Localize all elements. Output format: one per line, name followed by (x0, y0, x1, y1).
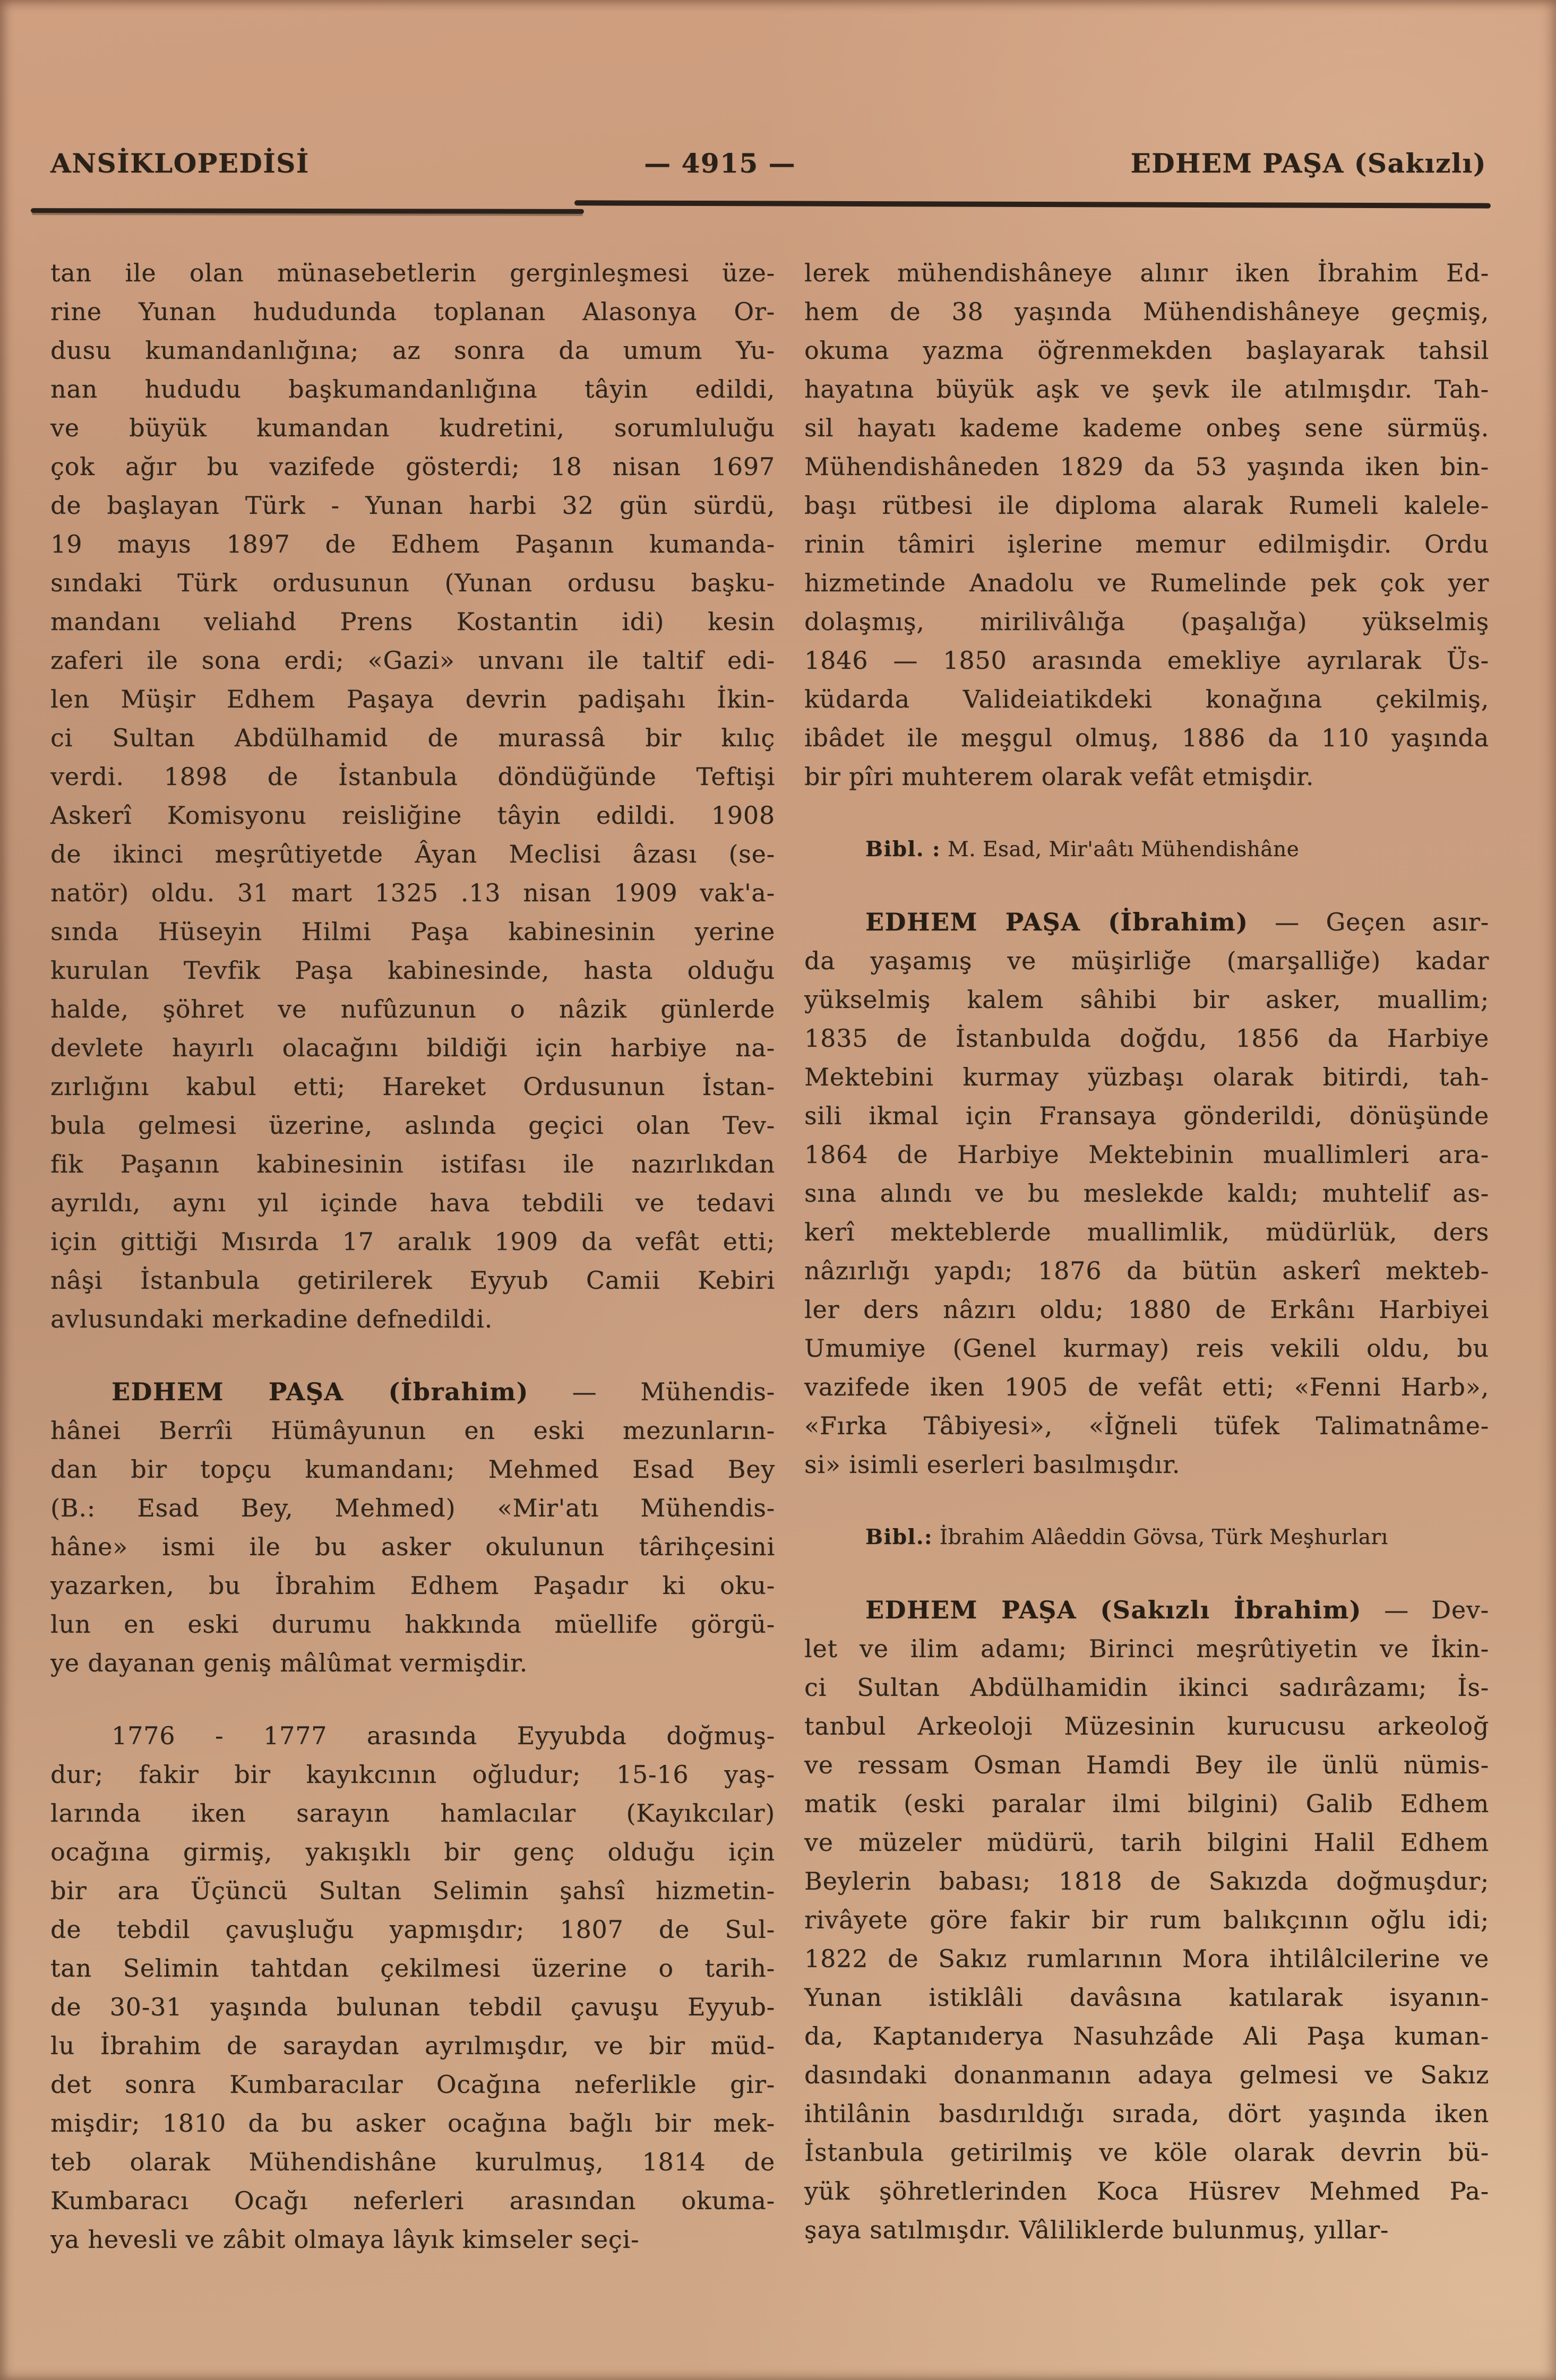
text-line: bir pîri muhterem olarak vefât etmişdir. (804, 762, 1314, 791)
text-line: okuma yazma öğrenmekden başlayarak tahsil (804, 336, 1489, 365)
text-line: nâzırlığı yapdı; 1876 da bütün askerî mekteb- (804, 1256, 1489, 1285)
text-line: dusu kumandanlığına; az sonra da umum Yu- (50, 336, 775, 365)
page-header (50, 148, 1486, 179)
text-line: dan bir topçu kumandanı; Mehmed Esad Bey (50, 1455, 775, 1484)
bibliography-line: Bibl. : M. Esad, Mir'aâtı Mühendishâne (865, 837, 1300, 861)
text-line: hâne» ismi ile bu asker okulunun târihçesini (50, 1532, 775, 1561)
text-line: de tebdil çavuşluğu yapmışdır; 1807 de Sul- (50, 1915, 775, 1944)
text-line: 1846 — 1850 arasında emekliye ayrılarak Üs- (804, 646, 1489, 675)
text-line: şaya satılmışdır. Vâliliklerde bulunmuş, yıllar- (804, 2215, 1389, 2244)
text-line: matik (eski paralar ilmi bilgini) Galib Edhem (804, 1789, 1489, 1818)
text-line: teb olarak Mühendishâne kurulmuş, 1814 de (50, 2148, 775, 2176)
text-line: küdarda Valideiatikdeki konağına çekilmiş, (804, 685, 1489, 713)
text-line: ler ders nâzırı oldu; 1880 de Erkânı Harbiyei (804, 1295, 1489, 1324)
text-line: tan Selimin tahtdan çekilmesi üzerine o tarih- (50, 1954, 775, 1982)
text-line: dolaşmış, mirilivâlığa (paşalığa) yükselmiş (804, 607, 1489, 636)
text-line: sili ikmal için Fransaya gönderildi, dönüşünde (804, 1101, 1489, 1130)
entry-line: EDHEM PAŞA (İbrahim) — Geçen asır- (865, 908, 1489, 936)
text-line: tan ile olan münasebetlerin gerginleşmesi üze- (50, 258, 775, 287)
entry-heading: EDHEM PAŞA (İbrahim) (111, 1377, 529, 1406)
text-line: hem de 38 yaşında Mühendishâneye geçmiş, (804, 297, 1489, 326)
text-line: rinin tâmiri işlerine memur edilmişdir. Ordu (804, 530, 1489, 558)
running-head-entry: EDHEM PAŞA (Sakızlı) (1130, 148, 1486, 179)
text-line: det sonra Kumbaracılar Ocağına neferlikle gir- (50, 2070, 775, 2099)
text-line: Kumbaracı Ocağı neferleri arasından okuma- (50, 2186, 775, 2215)
left-column (50, 254, 775, 2259)
text-line: ayrıldı, aynı yıl içinde hava tebdili ve tedavi (50, 1188, 775, 1217)
text-line: fik Paşanın kabinesinin istifası ile nazırlıkdan (50, 1150, 775, 1178)
text-line: ve müzeler müdürü, tarih bilgini Halil Edhem (804, 1828, 1489, 1857)
text-line: da, Kaptanıderya Nasuhzâde Ali Paşa kuman- (804, 2022, 1489, 2050)
text-line: 1822 de Sakız rumlarının Mora ihtilâlcilerine ve (804, 1944, 1489, 1973)
text-line: lu İbrahim de saraydan ayrılmışdır, ve bir müd- (50, 2031, 775, 2060)
text-line: ci Sultan Abdülhamidin ikinci sadırâzamı; İs- (804, 1673, 1489, 1702)
right-column (804, 254, 1489, 2259)
text-line: hayatına büyük aşk ve şevk ile atılmışdır. Tah- (804, 375, 1489, 403)
text-line: 1776 - 1777 arasında Eyyubda doğmuş- (111, 1721, 775, 1750)
text-line: yük şöhretlerinden Koca Hüsrev Mehmed Pa- (804, 2177, 1489, 2205)
text-line: vazifede iken 1905 de vefât etti; «Fenni Harb», (804, 1373, 1489, 1401)
text-line: sına alındı ve bu meslekde kaldı; muhtelif as- (804, 1179, 1489, 1208)
text-line: verdi. 1898 de İstanbula döndüğünde Teftişi (50, 762, 775, 791)
text-line: sil hayatı kademe kademe onbeş sene sürmüş. (804, 413, 1489, 442)
text-line: 19 mayıs 1897 de Edhem Paşanın kumanda- (50, 530, 775, 558)
text-line: zaferi ile sona erdi; «Gazi» unvanı ile taltif edi- (50, 646, 775, 675)
text-line: mandanı veliahd Prens Kostantin idi) kesin (50, 607, 775, 636)
text-line: sında Hüseyin Hilmi Paşa kabinesinin yerine (50, 917, 775, 946)
text-line: rivâyete göre fakir bir rum balıkçının oğlu idi; (804, 1905, 1489, 1934)
text-line: ye dayanan geniş mâlûmat vermişdir. (50, 1649, 528, 1677)
text-line: Mektebini kurmay yüzbaşı olarak bitirdi, tah- (804, 1063, 1489, 1091)
text-line: ocağına girmiş, yakışıklı bir genç olduğu için (50, 1838, 775, 1866)
text-line: let ve ilim adamı; Birinci meşrûtiyetin ve İkin- (804, 1634, 1489, 1663)
bibliography-label: Bibl.: (865, 1525, 933, 1549)
publication-title: ANSİKLOPEDİSİ (50, 148, 310, 179)
header-rule-right-segment (574, 200, 1491, 208)
entry-line: EDHEM PAŞA (İbrahim) — Mühendis- (111, 1377, 775, 1406)
text-line: bula gelmesi üzerine, aslında geçici olan Tev- (50, 1111, 775, 1140)
text-line: kurulan Tevfik Paşa kabinesinde, hasta olduğu (50, 956, 775, 985)
text-line: halde, şöhret ve nufûzunun o nâzik günlerde (50, 995, 775, 1023)
text-line: natör) oldu. 31 mart 1325 .13 nisan 1909 vak'a- (50, 878, 775, 907)
text-line: tanbul Arkeoloji Müzesinin kurucusu arkeoloğ (804, 1712, 1489, 1740)
text-line: lerek mühendishâneye alınır iken İbrahim Ed- (804, 258, 1489, 287)
text-line: ibâdet ile meşgul olmuş, 1886 da 110 yaşında (804, 723, 1489, 752)
text-line: lun en eski durumu hakkında müellife görgü- (50, 1610, 775, 1639)
text-line: avlusundaki merkadine defnedildi. (50, 1305, 493, 1333)
text-line: de 30-31 yaşında bulunan tebdil çavuşu Eyyub- (50, 1993, 775, 2021)
text-line: da yaşamış ve müşirliğe (marşalliğe) kadar (804, 946, 1489, 975)
text-line: nâşi İstanbula getirilerek Eyyub Camii Kebiri (50, 1266, 775, 1295)
page-number: — 4915 — (644, 148, 796, 179)
text-line: ya hevesli ve zâbit olmaya lâyık kimseler seçi- (50, 2225, 640, 2254)
text-line: Beylerin babası; 1818 de Sakızda doğmuşdur; (804, 1867, 1489, 1895)
text-line: 1835 de İstanbulda doğdu, 1856 da Harbiye (804, 1024, 1489, 1053)
text-line: Mühendishâneden 1829 da 53 yaşında iken bin- (804, 452, 1489, 481)
text-line: ve ressam Osman Hamdi Bey ile ünlü nümis- (804, 1750, 1489, 1779)
text-line: Yunan istiklâli davâsına katılarak isyanın- (804, 1983, 1489, 2012)
text-line: si» isimli eserleri basılmışdır. (804, 1450, 1181, 1479)
text-line: devlete hayırlı olacağını bildiği için harbiye na- (50, 1033, 775, 1062)
text-line: için gittiği Mısırda 17 aralık 1909 da vefât etti; (50, 1227, 775, 1256)
bibliography-line: Bibl.: İbrahim Alâeddin Gövsa, Türk Meşhurları (865, 1525, 1388, 1549)
text-line: «Fırka Tâbiyesi», «İğneli tüfek Talimatnâme- (804, 1411, 1489, 1440)
text-line: hânei Berrîi Hümâyunun en eski mezunların- (50, 1416, 775, 1445)
entry-heading: EDHEM PAŞA (Sakızlı İbrahim) (865, 1596, 1362, 1624)
header-rule-left-segment (31, 208, 584, 214)
text-line: dasındaki donanmanın adaya gelmesi ve Sakız (804, 2060, 1489, 2089)
text-line: dur; fakir bir kayıkcının oğludur; 15-16 yaş- (50, 1760, 775, 1789)
text-line: de başlayan Türk - Yunan harbi 32 gün sürdü, (50, 491, 775, 520)
text-line: Umumiye (Genel kurmay) reis vekili oldu, bu (804, 1334, 1489, 1363)
entry-line: EDHEM PAŞA (Sakızlı İbrahim) — Dev- (865, 1596, 1489, 1624)
text-line: mişdir; 1810 da bu asker ocağına bağlı bir mek- (50, 2109, 775, 2137)
text-line: ihtilânin basdırıldığı sırada, dört yaşında iken (804, 2099, 1489, 2128)
text-line: (B.: Esad Bey, Mehmed) «Mir'atı Mühendis- (50, 1494, 775, 1522)
text-line: ci Sultan Abdülhamid de murassâ bir kılıç (50, 723, 775, 752)
text-line: nan hududu başkumandanlığına tâyin edildi, (50, 375, 775, 403)
text-line: yükselmiş kalem sâhibi bir asker, muallim; (804, 985, 1489, 1014)
text-line: başı rütbesi ile diploma alarak Rumeli kalele- (804, 491, 1489, 520)
entry-heading: EDHEM PAŞA (İbrahim) (865, 908, 1249, 936)
text-line: len Müşir Edhem Paşaya devrin padişahı İkin- (50, 685, 775, 713)
bibliography-label: Bibl. : (865, 837, 941, 861)
text-line: 1864 de Harbiye Mektebinin muallimleri ara- (804, 1140, 1489, 1169)
text-columns (50, 254, 1489, 2259)
text-line: zırlığını kabul etti; Hareket Ordusunun İstan- (50, 1072, 775, 1101)
text-line: Askerî Komisyonu reisliğine tâyin edildi. 1908 (50, 801, 775, 830)
text-line: rine Yunan hududunda toplanan Alasonya Or- (50, 297, 775, 326)
text-line: bir ara Üçüncü Sultan Selimin şahsî hizmetin- (50, 1876, 775, 1905)
text-line: larında iken sarayın hamlacılar (Kayıkcılar) (50, 1799, 775, 1827)
text-line: yazarken, bu İbrahim Edhem Paşadır ki oku- (50, 1571, 775, 1600)
text-line: çok ağır bu vazifede gösterdi; 18 nisan 1697 (50, 452, 775, 481)
text-line: hizmetinde Anadolu ve Rumelinde pek çok yer (804, 568, 1489, 597)
text-line: sındaki Türk ordusunun (Yunan ordusu başku- (50, 568, 775, 597)
text-line: kerî mekteblerde muallimlik, müdürlük, ders (804, 1218, 1489, 1246)
text-line: de ikinci meşrûtiyetde Âyan Meclisi âzası (se- (50, 840, 775, 868)
text-line: İstanbula getirilmiş ve köle olarak devrin bü- (804, 2138, 1489, 2167)
text-line: ve büyük kumandan kudretini, sorumluluğu (50, 413, 775, 442)
